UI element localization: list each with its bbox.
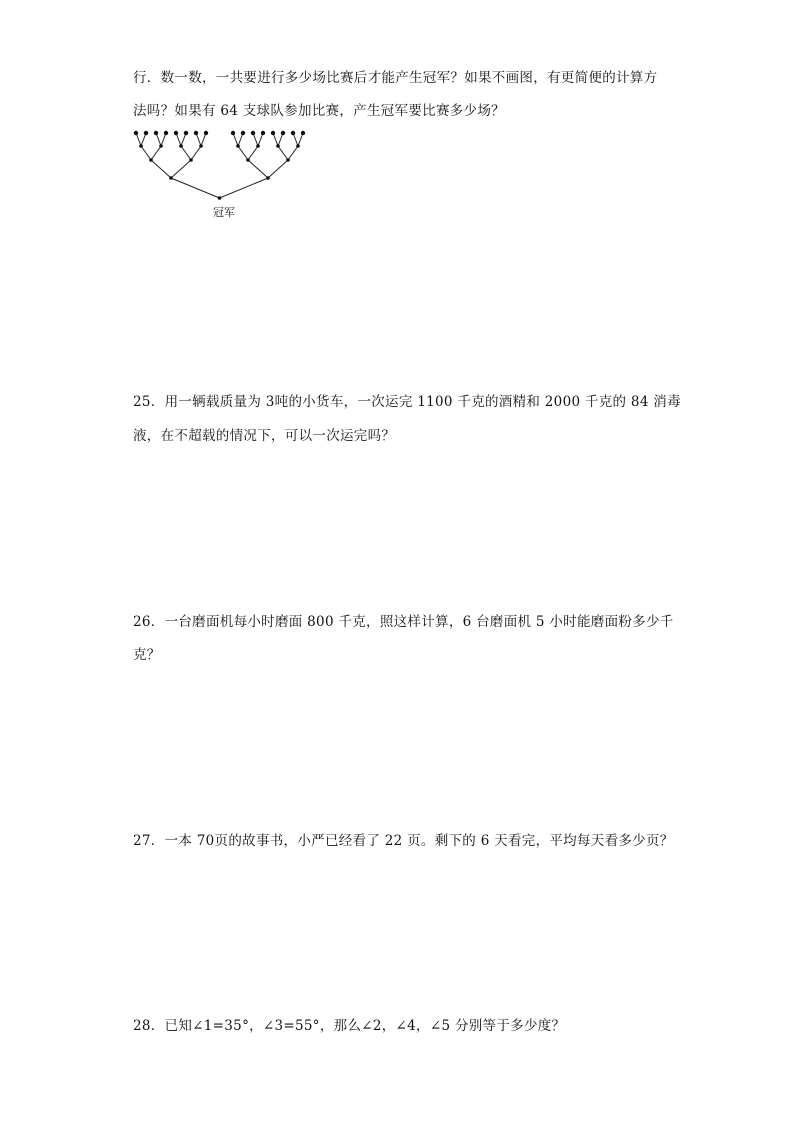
q27-line-1: 27．一本 70页的故事书，小严已经看了 22 页。剩下的 6 天看完，平均每天看多少页？	[133, 833, 674, 849]
team-node	[241, 131, 245, 135]
q24-line-1: 行．数一数，一共要进行多少场比赛后才能产生冠军？如果不画图，有更简便的计算方	[133, 70, 658, 86]
q26-line-2: 克？	[133, 647, 161, 663]
match-node	[256, 144, 260, 148]
match-node	[189, 158, 193, 162]
q28-line-1: 28．已知∠1=35°，∠3=55°，那么∠2，∠4，∠5 分别等于多少度？	[133, 1018, 566, 1034]
match-node	[266, 176, 270, 180]
bracket-edge	[181, 146, 191, 160]
team-node	[134, 131, 138, 135]
match-node	[179, 144, 183, 148]
bracket-edge	[288, 146, 298, 160]
match-node	[246, 158, 250, 162]
match-node	[296, 144, 300, 148]
match-node	[199, 144, 203, 148]
bracket-edge	[151, 146, 161, 160]
champion-label: 冠军	[213, 206, 235, 219]
bracket-edge	[141, 146, 151, 160]
bracket-edge	[248, 160, 268, 178]
team-node	[184, 131, 188, 135]
team-node	[301, 131, 305, 135]
bracket-edge	[220, 178, 269, 198]
bracket-edge	[268, 160, 288, 178]
champion-node	[218, 196, 222, 200]
bracket-edge	[278, 146, 288, 160]
team-node	[281, 131, 285, 135]
bracket-edge	[191, 146, 201, 160]
bracket-edge	[248, 146, 258, 160]
team-node	[204, 131, 208, 135]
tournament-bracket-diagram	[130, 128, 330, 208]
team-node	[251, 131, 255, 135]
team-node	[271, 131, 275, 135]
match-node	[139, 144, 143, 148]
match-node	[276, 144, 280, 148]
team-node	[174, 131, 178, 135]
team-node	[164, 131, 168, 135]
q25-line-2: 液，在不超载的情况下，可以一次运完吗？	[133, 428, 396, 444]
match-node	[286, 158, 290, 162]
match-node	[149, 158, 153, 162]
q24-line-2: 法吗？如果有 64 支球队参加比赛，产生冠军要比赛多少场？	[133, 103, 505, 119]
team-node	[154, 131, 158, 135]
bracket-edge	[151, 160, 171, 178]
team-node	[144, 131, 148, 135]
bracket-edge	[171, 160, 191, 178]
bracket-edge	[238, 146, 248, 160]
match-node	[159, 144, 163, 148]
q25-line-1: 25．用一辆载质量为 3吨的小货车，一次运完 1100 千克的酒精和 2000 千克的 84 消毒	[133, 394, 681, 410]
match-node	[169, 176, 173, 180]
team-node	[231, 131, 235, 135]
team-node	[261, 131, 265, 135]
bracket-edge	[171, 178, 220, 198]
q26-line-1: 26．一台磨面机每小时磨面 800 千克，照这样计算，6 台磨面机 5 小时能磨面粉多少千	[133, 614, 674, 630]
team-node	[291, 131, 295, 135]
team-node	[194, 131, 198, 135]
match-node	[236, 144, 240, 148]
